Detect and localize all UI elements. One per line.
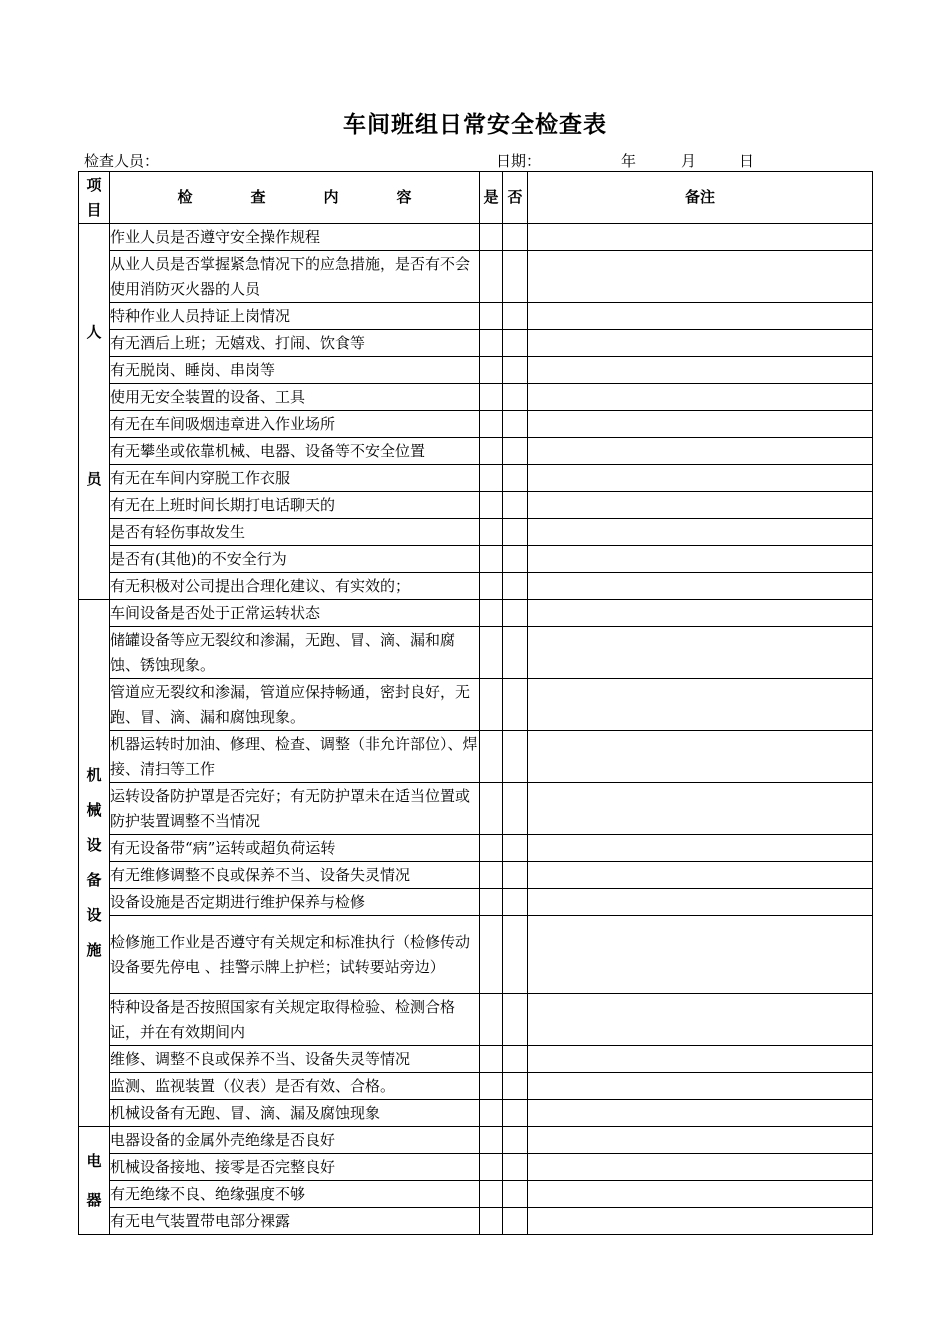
note-cell[interactable] [528,492,873,519]
note-cell[interactable] [528,1100,873,1127]
yes-cell[interactable] [480,573,503,600]
category-electrical [79,1127,110,1235]
table-row [79,889,873,916]
yes-cell[interactable] [480,303,503,330]
table-row [79,1046,873,1073]
table-row [79,1181,873,1208]
check-item: 电器设备的金属外壳绝缘是否良好 [110,1127,480,1154]
yes-cell[interactable] [480,889,503,916]
day-label: 日 [739,152,755,170]
check-item: 使用无安全装置的设备、工具 [110,384,480,411]
header-content-char: 检 [177,188,193,206]
category-people [79,224,110,600]
check-item: 机械设备有无跑、冒、滴、漏及腐蚀现象 [110,1100,480,1127]
note-cell[interactable] [528,1127,873,1154]
note-cell[interactable] [528,889,873,916]
header-no: 否 [503,172,528,224]
header-row [79,172,873,224]
note-cell[interactable] [528,357,873,384]
note-cell[interactable] [528,679,873,731]
check-item: 有无攀坐或依靠机械、电器、设备等不安全位置 [110,438,480,465]
header-content-char: 容 [396,188,412,206]
yes-cell[interactable] [480,835,503,862]
check-item: 是否有轻伤事故发生 [110,519,480,546]
yes-cell[interactable] [480,1127,503,1154]
yes-cell[interactable] [480,600,503,627]
note-cell[interactable] [528,303,873,330]
no-cell[interactable] [503,1046,528,1073]
table-row [79,465,873,492]
no-cell[interactable] [503,1208,528,1235]
date-label: 日期： [496,152,542,170]
header-yes: 是 [480,172,503,224]
no-cell[interactable] [503,862,528,889]
category-machinery [79,600,110,1127]
check-item: 从业人员是否掌握紧急情况下的应急措施，是否有不会使用消防灭火器的人员 [110,251,480,303]
category-char: 械 [86,801,102,819]
no-cell[interactable] [503,994,528,1046]
table-row [79,384,873,411]
month-label: 月 [681,152,697,170]
table-row [79,1073,873,1100]
note-cell[interactable] [528,600,873,627]
no-cell[interactable] [503,783,528,835]
no-cell[interactable] [503,384,528,411]
table-row [79,251,873,303]
year-label: 年 [621,152,637,170]
check-item: 有无在车间吸烟违章进入作业场所 [110,411,480,438]
no-cell[interactable] [503,1100,528,1127]
yes-cell[interactable] [480,1154,503,1181]
header-item-line2: 目 [86,200,102,219]
no-cell[interactable] [503,330,528,357]
category-char: 人 [86,323,102,341]
yes-cell[interactable] [480,357,503,384]
note-cell[interactable] [528,862,873,889]
check-item: 检修施工作业是否遵守有关规定和标准执行（检修传动设备要先停电 、挂警示牌上护栏；试转要站旁边） [110,916,480,994]
header-item-line1: 项 [86,175,102,194]
no-cell[interactable] [503,1127,528,1154]
category-char: 设 [86,906,102,924]
header-content [110,172,480,224]
yes-cell[interactable] [480,862,503,889]
no-cell[interactable] [503,627,528,679]
table-row [79,438,873,465]
yes-cell[interactable] [480,1181,503,1208]
note-cell[interactable] [528,330,873,357]
check-item: 有无维修调整不良或保养不当、设备失灵情况 [110,862,480,889]
yes-cell[interactable] [480,546,503,573]
check-item: 机械设备接地、接零是否完整良好 [110,1154,480,1181]
no-cell[interactable] [503,916,528,994]
table-row [79,1208,873,1235]
table-row [79,994,873,1046]
table-row [79,1100,873,1127]
check-item: 有无电气装置带电部分裸露 [110,1208,480,1235]
no-cell[interactable] [503,465,528,492]
no-cell[interactable] [503,438,528,465]
header-content-char: 内 [323,188,339,206]
yes-cell[interactable] [480,251,503,303]
check-item: 运转设备防护罩是否完好；有无防护罩未在适当位置或防护装置调整不当情况 [110,783,480,835]
note-cell[interactable] [528,224,873,251]
table-row [79,357,873,384]
yes-cell[interactable] [480,994,503,1046]
yes-cell[interactable] [480,438,503,465]
yes-cell[interactable] [480,492,503,519]
no-cell[interactable] [503,1154,528,1181]
category-char: 器 [86,1190,102,1209]
category-char: 设 [86,836,102,854]
no-cell[interactable] [503,519,528,546]
category-char: 电 [86,1151,102,1170]
no-cell[interactable] [503,600,528,627]
no-cell[interactable] [503,303,528,330]
note-cell[interactable] [528,1154,873,1181]
yes-cell[interactable] [480,731,503,783]
table-row [79,519,873,546]
page-title: 车间班组日常安全检查表 [343,112,607,138]
yes-cell[interactable] [480,679,503,731]
yes-cell[interactable] [480,783,503,835]
table-row [79,862,873,889]
no-cell[interactable] [503,679,528,731]
check-item: 特种设备是否按照国家有关规定取得检验、检测合格证，并在有效期间内 [110,994,480,1046]
no-cell[interactable] [503,411,528,438]
check-item: 有无在上班时间长期打电话聊天的 [110,492,480,519]
no-cell[interactable] [503,835,528,862]
table-row [79,916,873,994]
note-cell[interactable] [528,1181,873,1208]
check-item: 有无设备带“病”运转或超负荷运转 [110,835,480,862]
no-cell[interactable] [503,1073,528,1100]
note-cell[interactable] [528,384,873,411]
yes-cell[interactable] [480,916,503,994]
category-char: 备 [86,871,102,889]
table-row [79,224,873,251]
note-cell[interactable] [528,1046,873,1073]
no-cell[interactable] [503,251,528,303]
category-char: 机 [86,766,102,784]
no-cell[interactable] [503,546,528,573]
inspection-table [78,171,873,1235]
note-cell[interactable] [528,731,873,783]
yes-cell[interactable] [480,465,503,492]
check-item: 维修、调整不良或保养不当、设备失灵等情况 [110,1046,480,1073]
no-cell[interactable] [503,357,528,384]
note-cell[interactable] [528,835,873,862]
header-content-char: 查 [250,188,266,206]
yes-cell[interactable] [480,224,503,251]
category-char: 施 [86,941,102,959]
table-row [79,783,873,835]
note-cell[interactable] [528,519,873,546]
note-cell[interactable] [528,411,873,438]
table-row [79,600,873,627]
table-row [79,1154,873,1181]
no-cell[interactable] [503,731,528,783]
no-cell[interactable] [503,224,528,251]
table-row [79,679,873,731]
category-char: 员 [86,470,102,488]
check-item: 是否有(其他)的不安全行为 [110,546,480,573]
check-item: 有无积极对公司提出合理化建议、有实效的； [110,573,480,600]
table-row [79,731,873,783]
note-cell[interactable] [528,438,873,465]
check-item: 车间设备是否处于正常运转状态 [110,600,480,627]
table-row [79,1127,873,1154]
note-cell[interactable] [528,546,873,573]
check-item: 储罐设备等应无裂纹和渗漏，无跑、冒、滴、漏和腐蚀、锈蚀现象。 [110,627,480,679]
header-item [79,172,110,224]
yes-cell[interactable] [480,1100,503,1127]
check-item: 特种作业人员持证上岗情况 [110,303,480,330]
note-cell[interactable] [528,1208,873,1235]
table-row [79,835,873,862]
yes-cell[interactable] [480,1208,503,1235]
check-item: 有无酒后上班；无嬉戏、打闹、饮食等 [110,330,480,357]
check-item: 有无脱岗、睡岗、串岗等 [110,357,480,384]
table-row [79,411,873,438]
table-row [79,492,873,519]
table-row [79,573,873,600]
table-row [79,627,873,679]
table-row [79,546,873,573]
note-cell[interactable] [528,465,873,492]
note-cell[interactable] [528,251,873,303]
yes-cell[interactable] [480,1046,503,1073]
yes-cell[interactable] [480,519,503,546]
table-row [79,303,873,330]
note-cell[interactable] [528,573,873,600]
table-row [79,330,873,357]
yes-cell[interactable] [480,411,503,438]
check-item: 有无绝缘不良、绝缘强度不够 [110,1181,480,1208]
check-item: 作业人员是否遵守安全操作规程 [110,224,480,251]
no-cell[interactable] [503,573,528,600]
no-cell[interactable] [503,1181,528,1208]
check-item: 有无在车间内穿脱工作衣服 [110,465,480,492]
yes-cell[interactable] [480,330,503,357]
no-cell[interactable] [503,492,528,519]
check-item: 监测、监视装置（仪表）是否有效、合格。 [110,1073,480,1100]
note-cell[interactable] [528,1073,873,1100]
check-item: 设备设施是否定期进行维护保养与检修 [110,889,480,916]
yes-cell[interactable] [480,627,503,679]
check-item: 机器运转时加油、修理、检查、调整（非允许部位）、焊接、清扫等工作 [110,731,480,783]
header-note: 备注 [528,172,873,224]
note-cell[interactable] [528,627,873,679]
note-cell[interactable] [528,916,873,994]
yes-cell[interactable] [480,384,503,411]
note-cell[interactable] [528,994,873,1046]
inspector-label: 检查人员： [84,152,160,170]
check-item: 管道应无裂纹和渗漏，管道应保持畅通，密封良好，无跑、冒、滴、漏和腐蚀现象。 [110,679,480,731]
no-cell[interactable] [503,889,528,916]
note-cell[interactable] [528,783,873,835]
yes-cell[interactable] [480,1073,503,1100]
